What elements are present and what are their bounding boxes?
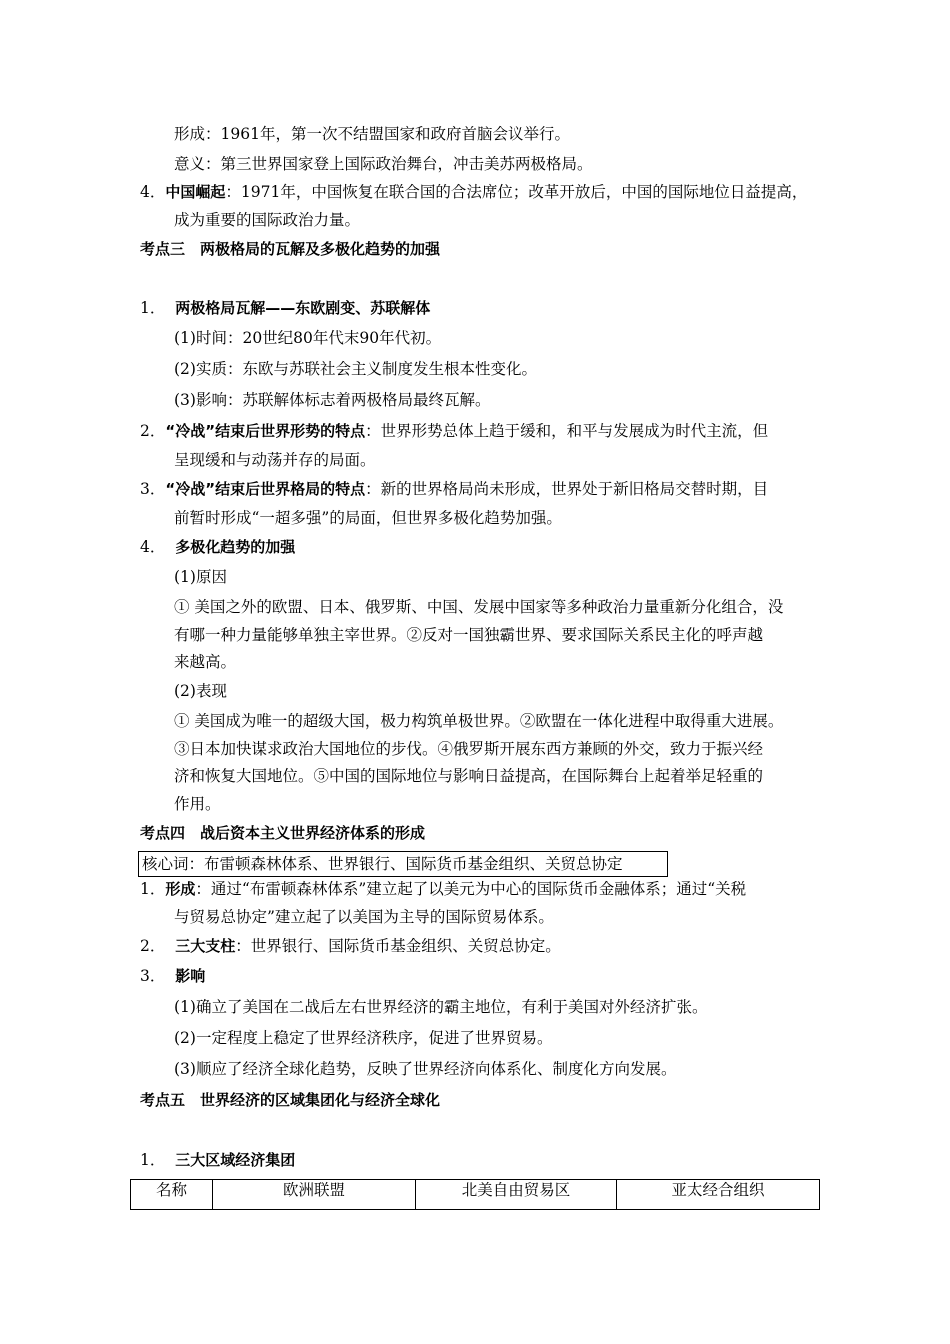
item-text: ：世界形势总体上趋于缓和，和平与发展成为时代主流，但 <box>365 422 769 440</box>
text-line: 济和恢复大国地位。⑤中国的国际地位与影响日益提高，在国际舞台上起着举足轻重的 <box>174 767 764 785</box>
text-line: 作用。 <box>174 795 221 813</box>
core-terms-text: 核心词：布雷顿森林体系、世界银行、国际货币基金组织、关贸总协定 <box>142 855 623 873</box>
item-keyword: 三大支柱 <box>175 937 236 955</box>
item-number: 4． <box>140 538 166 556</box>
list-item <box>140 1150 295 1170</box>
section-heading: 考点三 两极格局的瓦解及多极化趋势的加强 <box>140 240 441 258</box>
item-keyword: 两极格局瓦解——东欧剧变、苏联解体 <box>175 299 431 317</box>
item-text: ：通过“布雷顿森林体系”建立起了以美元为中心的国际货币金融体系；通过“关税 <box>195 880 747 898</box>
text-line: ① 美国成为唯一的超级大国，极力构筑单极世界。②欧盟在一体化进程中取得重大进展。 <box>174 712 784 730</box>
text-line: 成为重要的国际政治力量。 <box>174 211 361 229</box>
text-line: 有哪一种力量能够单独主宰世界。②反对一国独霸世界、要求国际关系民主化的呼声越 <box>174 626 764 644</box>
text-line: 前暂时形成“一超多强”的局面，但世界多极化趋势加强。 <box>174 509 562 527</box>
item-text: ：新的世界格局尚未形成，世界处于新旧格局交替时期，目 <box>365 480 769 498</box>
text-line: (2)表现 <box>174 682 227 700</box>
item-number: 2． <box>140 422 166 440</box>
section-heading: 考点五 世界经济的区域集团化与经济全球化 <box>140 1091 441 1109</box>
text-line: 与贸易总协定”建立起了以美国为主导的国际贸易体系。 <box>174 908 554 926</box>
item-number: 1． <box>140 880 166 898</box>
text-line: (1)确立了美国在二战后左右世界经济的霸主地位，有利于美国对外经济扩张。 <box>174 998 708 1016</box>
text-line: (3)顺应了经济全球化趋势，反映了世界经济向体系化、制度化方向发展。 <box>174 1060 677 1078</box>
text-line: 意义：第三世界国家登上国际政治舞台，冲击美苏两极格局。 <box>174 155 593 173</box>
item-number: 2． <box>140 937 166 955</box>
text-line: (2)实质：东欧与苏联社会主义制度发生根本性变化。 <box>174 360 537 378</box>
table-header-cell: 北美自由贸易区 <box>416 1180 617 1210</box>
item-number: 1． <box>140 299 166 317</box>
list-item <box>140 936 561 956</box>
list-item <box>140 537 295 557</box>
list-item <box>140 298 430 318</box>
item-text: ：世界银行、国际货币基金组织、关贸总协定。 <box>235 937 561 955</box>
item-keyword: 形成 <box>165 880 196 898</box>
text-line: ① 美国之外的欧盟、日本、俄罗斯、中国、发展中国家等多种政治力量重新分化组合，没 <box>174 598 784 616</box>
item-keyword: 中国崛起 <box>165 183 226 201</box>
table-header-cell: 亚太经合组织 <box>617 1180 820 1210</box>
item-number: 3． <box>140 480 166 498</box>
text-line: (3)影响：苏联解体标志着两极格局最终瓦解。 <box>174 391 491 409</box>
table-header-cell: 名称 <box>131 1180 213 1210</box>
table-header-cell: 欧洲联盟 <box>213 1180 416 1210</box>
list-item <box>140 182 807 202</box>
item-number: 1． <box>140 1151 166 1169</box>
list-item <box>140 966 205 986</box>
text-line: (2)一定程度上稳定了世界经济秩序，促进了世界贸易。 <box>174 1029 553 1047</box>
text-line: 呈现缓和与动荡并存的局面。 <box>174 451 376 469</box>
section-heading: 考点四 战后资本主义世界经济体系的形成 <box>140 824 426 842</box>
text-line: 来越高。 <box>174 653 237 671</box>
item-number: 3． <box>140 967 166 985</box>
item-keyword: 影响 <box>175 967 206 985</box>
item-text: ：1971年，中国恢复在联合国的合法席位；改革开放后，中国的国际地位日益提高， <box>225 183 808 201</box>
table-row <box>131 1180 820 1210</box>
item-keyword: “冷战”结束后世界格局的特点 <box>165 480 366 498</box>
item-keyword: 多极化趋势的加强 <box>175 538 296 556</box>
text-line: 形成：1961年，第一次不结盟国家和政府首脑会议举行。 <box>174 125 570 143</box>
text-line: ③日本加快谋求政治大国地位的步伐。④俄罗斯开展东西方兼顾的外交，致力于振兴经 <box>174 740 764 758</box>
item-keyword: 三大区域经济集团 <box>175 1151 296 1169</box>
text-line: (1)原因 <box>174 568 227 586</box>
text-line: (1)时间：20世纪80年代末90年代初。 <box>174 329 442 347</box>
list-item <box>140 479 768 499</box>
item-keyword: “冷战”结束后世界形势的特点 <box>165 422 366 440</box>
list-item <box>140 879 746 899</box>
economic-groups-table <box>130 1179 820 1210</box>
core-terms-box <box>138 851 668 877</box>
list-item <box>140 421 768 441</box>
item-number: 4． <box>140 183 166 201</box>
